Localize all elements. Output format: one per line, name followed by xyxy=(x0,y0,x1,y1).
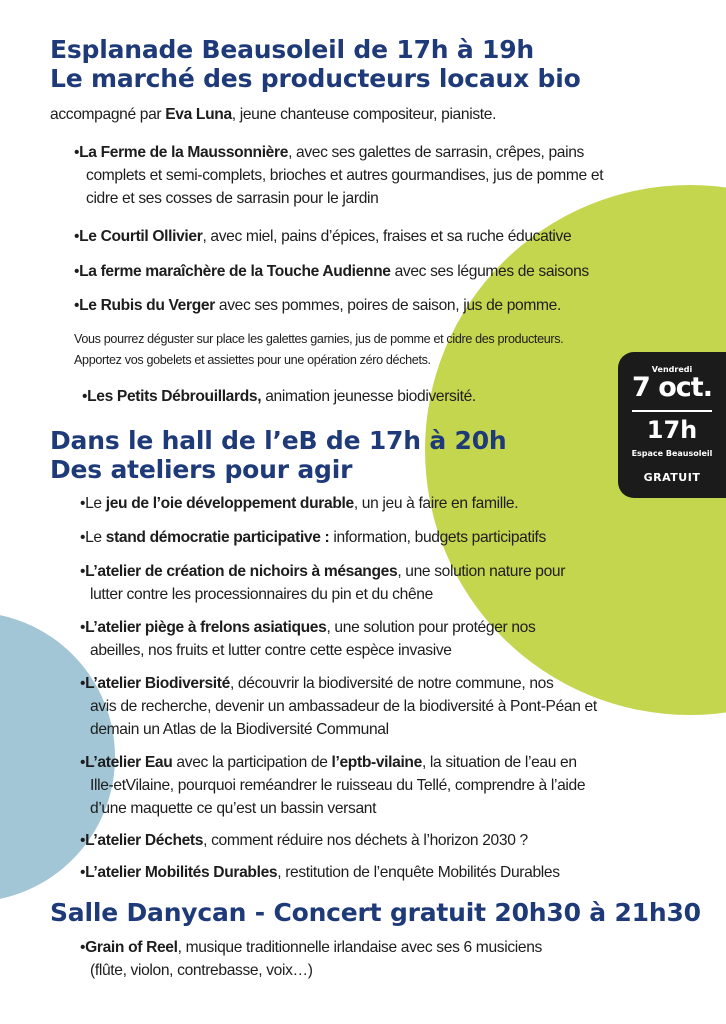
list-item: •L’atelier Eau avec la participation de l’eptb-vilaine, la situation de l’eau en xyxy=(80,754,577,771)
list-item: •L’atelier Déchets, comment réduire nos déchets à l’horizon 2030 ? xyxy=(80,832,528,849)
list-item-continuation: abeilles, nos fruits et lutter contre cette espèce invasive xyxy=(90,642,452,659)
list-item: •Le jeu de l’oie développement durable, un jeu à faire en famille. xyxy=(80,495,519,512)
section2-title-line1: Dans le hall de l’eB de 17h à 20h xyxy=(50,426,507,455)
list-item: •Grain of Reel, musique traditionnelle irlandaise avec ses 6 musiciens xyxy=(80,939,542,956)
badge-divider xyxy=(632,410,712,412)
badge-day: Vendredi xyxy=(651,365,693,374)
badge-price: GRATUIT xyxy=(643,471,701,484)
list-item: •Le Courtil Ollivier, avec miel, pains d’épices, fraises et sa ruche éducative xyxy=(74,228,572,245)
badge-date: 7 oct. xyxy=(632,372,712,403)
note-line2: Apportez vos gobelets et assiettes pour une opération zéro déchets. xyxy=(74,353,431,367)
list-item: •Le Rubis du Verger avec ses pommes, poires de saison, jus de pomme. xyxy=(74,297,561,314)
section3-title: Salle Danycan - Concert gratuit 20h30 à 21h30 xyxy=(50,898,701,927)
artist-name: Eva Luna xyxy=(165,106,232,123)
list-item: •L’atelier Mobilités Durables, restitution de l’enquête Mobilités Durables xyxy=(80,864,560,881)
list-item-continuation: cidre et ses cosses de sarrasin pour le jardin xyxy=(86,190,379,207)
list-item-continuation: Ille-etVilaine, pourquoi reméandrer le ruisseau du Tellé, comprendre à l’aide xyxy=(90,777,586,794)
section1-title-line2: Le marché des producteurs locaux bio xyxy=(50,64,581,93)
list-item: •Le stand démocratie participative : information, budgets participatifs xyxy=(80,529,546,546)
list-item: •L’atelier Biodiversité, découvrir la biodiversité de notre commune, nos xyxy=(80,675,554,692)
list-item-continuation: demain un Atlas de la Biodiversité Communal xyxy=(90,721,389,738)
date-badge xyxy=(618,352,726,498)
section1-title-line1: Esplanade Beausoleil de 17h à 19h xyxy=(50,35,535,64)
list-item: •Les Petits Débrouillards, animation jeunesse biodiversité. xyxy=(82,388,476,405)
list-item: •La ferme maraîchère de la Touche Audienne avec ses légumes de saisons xyxy=(74,263,589,280)
list-item-continuation: lutter contre les processionnaires du pin et du chêne xyxy=(90,586,433,603)
section1-intro: accompagné par Eva Luna, jeune chanteuse compositeur, pianiste. xyxy=(50,106,497,123)
note-line1: Vous pourrez déguster sur place les galettes garnies, jus de pomme et cidre des producteurs. xyxy=(74,332,564,346)
section2-title-line2: Des ateliers pour agir xyxy=(50,455,353,484)
list-item: •L’atelier piège à frelons asiatiques, une solution pour protéger nos xyxy=(80,619,536,636)
badge-time: 17h xyxy=(646,416,698,444)
list-item-continuation: d’une maquette ce qu’est un bassin versant xyxy=(90,800,377,817)
list-item-continuation: complets et semi-complets, brioches et autres gourmandises, jus de pomme et xyxy=(86,167,604,184)
list-item-continuation: avis de recherche, devenir un ambassadeur de la biodiversité à Pont-Péan et xyxy=(90,698,597,715)
list-item: •L’atelier de création de nichoirs à mésanges, une solution nature pour xyxy=(80,563,566,580)
list-item-continuation: (flûte, violon, contrebasse, voix…) xyxy=(90,962,313,979)
badge-place: Espace Beausoleil xyxy=(631,449,713,458)
list-item: •La Ferme de la Maussonnière, avec ses galettes de sarrasin, crêpes, pains xyxy=(74,144,584,161)
